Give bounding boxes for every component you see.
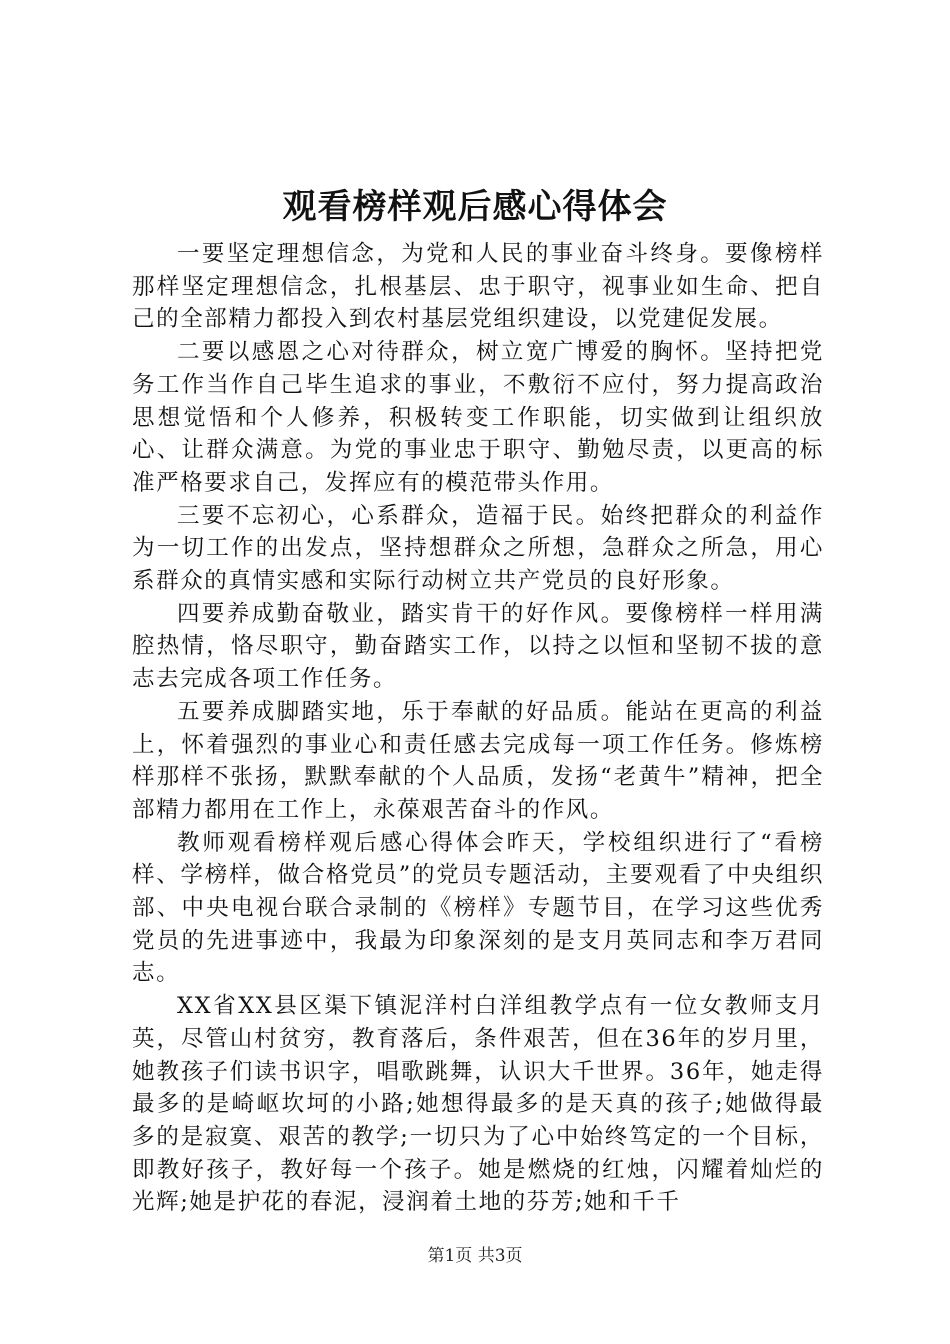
paragraph-3: 三要不忘初心，心系群众，造福于民。始终把群众的利益作为一切工作的出发点，坚持想群众之所想，急群众之所急，用心系群众的真情实感和实际行动树立共产党员的良好形象。 [132, 502, 824, 595]
document-title: 观看榜样观后感心得体会 [282, 187, 668, 227]
paragraph-6: 教师观看榜样观后感心得体会昨天，学校组织进行了“看榜样、学榜样，做合格党员”的党员专题活动，主要观看了中央组织部、中央电视台联合录制的《榜样》专题节目，在学习这些优秀党员的先进事迹中，我最为印象深刻的是支月英同志和李万君同志。 [132, 829, 824, 987]
paragraph-4: 四要养成勤奋敬业，踏实肯干的好作风。要像榜样一样用满腔热情，恪尽职守，勤奋踏实工作，以持之以恒和坚韧不拔的意志去完成各项工作任务。 [132, 600, 824, 693]
paragraph-2: 二要以感恩之心对待群众，树立宽广博爱的胸怀。坚持把党务工作当作自己毕生追求的事业，不敷衍不应付，努力提高政治思想觉悟和个人修养，积极转变工作职能，切实做到让组织放心、让群众满意。为党的事业忠于职守、勤勉尽责，以更高的标准严格要求自己，发挥应有的模范带头作用。 [132, 339, 824, 496]
page-number-footer: 第1页 共3页 [427, 1246, 523, 1266]
paragraph-1: 一要坚定理想信念，为党和人民的事业奋斗终身。要像榜样那样坚定理想信念，扎根基层、忠于职守，视事业如生命、把自己的全部精力都投入到农村基层党组织建设，以党建促发展。 [132, 241, 824, 333]
paragraph-5: 五要养成脚踏实地，乐于奉献的好品质。能站在更高的利益上，怀着强烈的事业心和责任感去完成每一项工作任务。修炼榜样那样不张扬，默默奉献的个人品质，发扬“老黄牛”精神，把全部精力都用在工作上，永葆艰苦奋斗的作风。 [132, 698, 824, 823]
paragraph-7: XX省XX县区渠下镇泥洋村白洋组教学点有一位女教师支月英，尽管山村贫穷，教育落后，条件艰苦，但在36年的岁月里，她教孩子们读书识字，唱歌跳舞，认识大千世界。36年，她走得最多的是崎岖坎坷的小路;她想得最多的是天真的孩子;她做得最多的是寂寞、艰苦的教学;一切只为了心中始终笃定的一个目标，即教好孩子，教好每一个孩子。她是燃烧的红烛，闪耀着灿烂的光辉;她是护花的春泥，浸润着土地的芬芳;她和千千 [132, 993, 824, 1216]
document-body [132, 238, 824, 1219]
